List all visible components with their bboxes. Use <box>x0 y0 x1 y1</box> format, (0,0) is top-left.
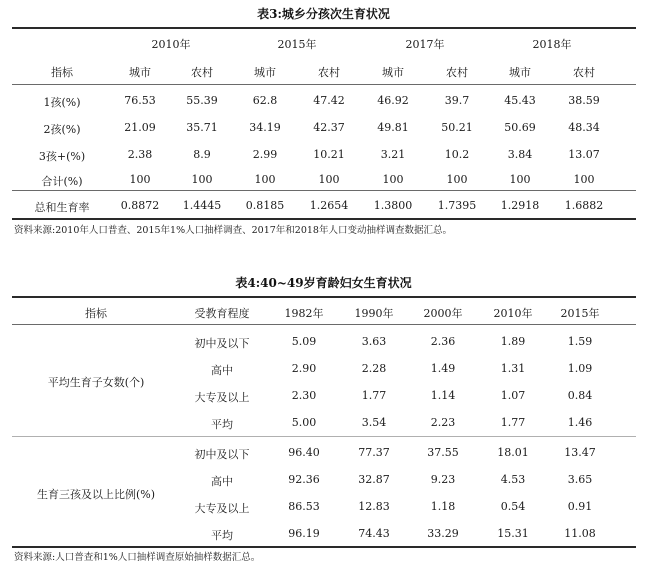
table3-row-label: 2孩(%) <box>43 123 81 136</box>
table3-cell: 39.7 <box>444 94 470 107</box>
table4-group-label: 生育三孩及以上比例(%) <box>36 488 156 501</box>
table4-cell: 1.18 <box>430 500 456 513</box>
table4-cell: 15.31 <box>497 527 529 540</box>
table3-subheader: 城市 <box>129 66 151 79</box>
table4-cell: 2.30 <box>291 389 317 402</box>
table3-cell: 10.21 <box>313 148 345 161</box>
table4-edu-label: 初中及以下 <box>194 337 250 350</box>
table4-cell: 4.53 <box>500 473 526 486</box>
table4-cell: 3.65 <box>567 473 593 486</box>
table4-top-rule <box>12 296 636 298</box>
table3-cell: 0.8872 <box>120 199 160 212</box>
table3-cell: 1.6882 <box>564 199 604 212</box>
table3-cell: 100 <box>318 173 340 186</box>
table4-cell: 1.09 <box>567 362 593 375</box>
table3-cell: 13.07 <box>568 148 600 161</box>
table4-cell: 37.55 <box>427 446 459 459</box>
table3-cell: 1.7395 <box>437 199 477 212</box>
table4-cell: 0.91 <box>567 500 593 513</box>
table3-cell: 1.2918 <box>500 199 540 212</box>
table3-cell: 100 <box>573 173 595 186</box>
table4-cell: 1.31 <box>500 362 526 375</box>
table3-cell: 2.99 <box>252 148 278 161</box>
table4-cell: 92.36 <box>288 473 320 486</box>
table3-cell: 0.8185 <box>245 199 285 212</box>
table4-edu-label: 大专及以上 <box>194 391 250 404</box>
table3-row-label: 总和生育率 <box>34 201 90 214</box>
table3-cell: 76.53 <box>124 94 156 107</box>
table4-edu-label: 平均 <box>211 529 233 542</box>
table4-cell: 2.28 <box>361 362 387 375</box>
table4-title: 表4:40~49岁育龄妇女生育状况 <box>235 276 412 290</box>
table4-edu-label: 高中 <box>211 364 233 377</box>
table3-year-header: 2015年 <box>277 38 317 51</box>
table3-cell: 34.19 <box>249 121 281 134</box>
table3-cell: 62.8 <box>252 94 278 107</box>
table3-subheader: 农村 <box>573 66 595 79</box>
table3-year-header: 2018年 <box>532 38 572 51</box>
table3-cell: 50.21 <box>441 121 473 134</box>
table3-cell: 100 <box>446 173 468 186</box>
table4-cell: 1.59 <box>567 335 593 348</box>
table4-cell: 1.89 <box>500 335 526 348</box>
table4-header: 2010年 <box>493 307 533 320</box>
table4-cell: 33.29 <box>427 527 459 540</box>
table3-cell: 100 <box>254 173 276 186</box>
table3-cell: 8.9 <box>193 148 211 161</box>
table3-year-header: 2010年 <box>151 38 191 51</box>
table3-cell: 38.59 <box>568 94 600 107</box>
table4-cell: 12.83 <box>358 500 390 513</box>
table4-cell: 86.53 <box>288 500 320 513</box>
table4-group-label: 平均生育子女数(个) <box>47 376 145 389</box>
table3-total-rule <box>12 190 636 191</box>
table4-cell: 1.77 <box>361 389 387 402</box>
table3-cell: 46.92 <box>377 94 409 107</box>
table3-year-header: 2017年 <box>405 38 445 51</box>
table4-header-rule <box>12 324 636 325</box>
table3-cell: 21.09 <box>124 121 156 134</box>
table4-header: 受教育程度 <box>194 307 250 320</box>
table3-row-label: 1孩(%) <box>43 96 81 109</box>
table4-cell: 2.36 <box>430 335 456 348</box>
table4-cell: 3.63 <box>361 335 387 348</box>
table4-cell: 1.77 <box>500 416 526 429</box>
table4-edu-label: 大专及以上 <box>194 502 250 515</box>
table3-subheader: 农村 <box>318 66 340 79</box>
table3-cell: 100 <box>129 173 151 186</box>
table4-bottom-rule <box>12 546 636 548</box>
table3-cell: 45.43 <box>504 94 536 107</box>
table3-header-rule <box>12 84 636 85</box>
table4-header: 1990年 <box>354 307 394 320</box>
table4-cell: 96.19 <box>288 527 320 540</box>
table3-cell: 55.39 <box>186 94 218 107</box>
table3-cell: 10.2 <box>444 148 470 161</box>
table3-bottom-rule <box>12 218 636 220</box>
table4-cell: 0.84 <box>567 389 593 402</box>
table4-header: 2000年 <box>423 307 463 320</box>
table3-cell: 35.71 <box>186 121 218 134</box>
table3-subheader: 农村 <box>446 66 468 79</box>
table4-edu-label: 平均 <box>211 418 233 431</box>
table4-cell: 2.90 <box>291 362 317 375</box>
table3-cell: 1.2654 <box>309 199 349 212</box>
table3-cell: 100 <box>382 173 404 186</box>
table4-cell: 96.40 <box>288 446 320 459</box>
table4-header: 指标 <box>85 307 107 320</box>
table3-cell: 48.34 <box>568 121 600 134</box>
table3-title: 表3:城乡分孩次生育状况 <box>257 7 390 21</box>
table3-row-label: 合计(%) <box>41 175 83 188</box>
table4-cell: 18.01 <box>497 446 529 459</box>
table4-cell: 3.54 <box>361 416 387 429</box>
table4-cell: 1.46 <box>567 416 593 429</box>
table3-cell: 1.3800 <box>373 199 413 212</box>
table4-cell: 1.14 <box>430 389 456 402</box>
table3-subheader: 城市 <box>509 66 531 79</box>
table3-index-header: 指标 <box>51 66 73 79</box>
table3-cell: 3.84 <box>507 148 533 161</box>
table4-cell: 11.08 <box>564 527 596 540</box>
table4-cell: 0.54 <box>500 500 526 513</box>
table4-group-rule <box>12 436 636 437</box>
table3-row-label: 3孩+(%) <box>38 150 86 163</box>
table4-cell: 9.23 <box>430 473 456 486</box>
table3-source-note: 资料来源:2010年人口普查、2015年1%人口抽样调查、2017年和2018年人口变动抽样调查数据汇总。 <box>14 225 452 236</box>
table4-header: 1982年 <box>284 307 324 320</box>
table4-source-note: 资料来源:人口普查和1%人口抽样调查原始抽样数据汇总。 <box>14 552 261 563</box>
table3-subheader: 农村 <box>191 66 213 79</box>
table3-top-rule <box>12 27 636 29</box>
table4-cell: 1.49 <box>430 362 456 375</box>
table3-cell: 2.38 <box>127 148 153 161</box>
table4-cell: 2.23 <box>430 416 456 429</box>
table3-cell: 3.21 <box>380 148 406 161</box>
table3-cell: 1.4445 <box>182 199 222 212</box>
table3-cell: 42.37 <box>313 121 345 134</box>
table3-cell: 100 <box>191 173 213 186</box>
table4-cell: 77.37 <box>358 446 390 459</box>
table3-cell: 50.69 <box>504 121 536 134</box>
table4-header: 2015年 <box>560 307 600 320</box>
table3-subheader: 城市 <box>382 66 404 79</box>
table4-cell: 32.87 <box>358 473 390 486</box>
table3-cell: 100 <box>509 173 531 186</box>
table4-cell: 5.09 <box>291 335 317 348</box>
table3-subheader: 城市 <box>254 66 276 79</box>
table4-cell: 74.43 <box>358 527 390 540</box>
table4-cell: 13.47 <box>564 446 596 459</box>
table4-edu-label: 初中及以下 <box>194 448 250 461</box>
table3-cell: 47.42 <box>313 94 345 107</box>
table3-cell: 49.81 <box>377 121 409 134</box>
table4-cell: 5.00 <box>291 416 317 429</box>
table4-edu-label: 高中 <box>211 475 233 488</box>
table4-cell: 1.07 <box>500 389 526 402</box>
